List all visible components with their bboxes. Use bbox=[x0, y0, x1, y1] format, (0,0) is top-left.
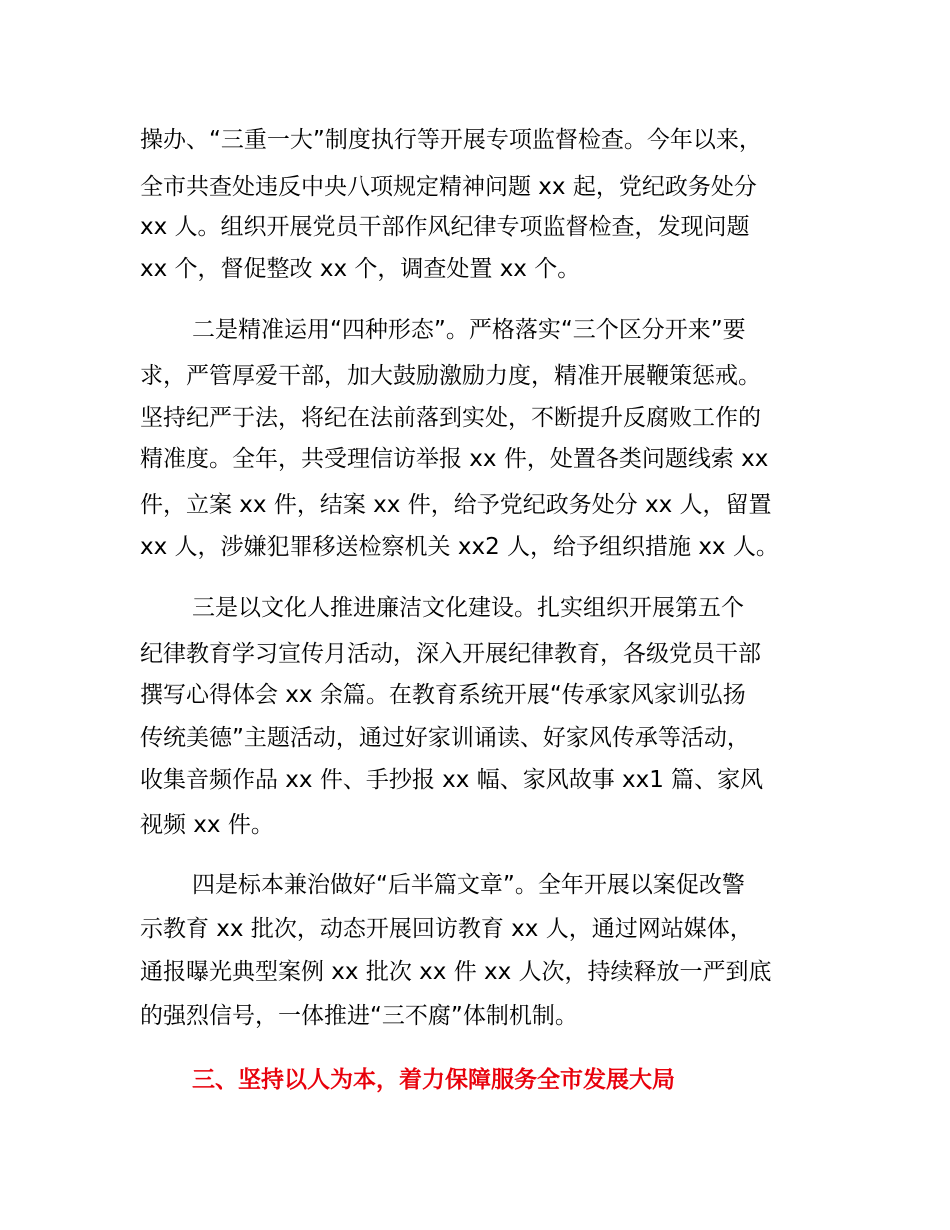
text-line: xx 个，督促整改 xx 个，调查处置 xx 个。 bbox=[140, 256, 581, 282]
text-line: xx 人。组织开展党员干部作风纪律专项监督检查，发现问题 bbox=[140, 214, 750, 240]
text-line: 三是以文化人推进廉洁文化建设。扎实组织开展第五个 bbox=[192, 595, 744, 621]
text-line: 传统美德”主题活动，通过好家训诵读、好家风传承等活动， bbox=[140, 725, 750, 751]
text-line: 收集音频作品 xx 件、手抄报 xx 幅、家风故事 xx1 篇、家风 bbox=[140, 767, 764, 793]
text-line: 操办、“三重一大”制度执行等开展专项监督检查。今年以来， bbox=[140, 127, 762, 153]
text-line: 四是标本兼治做好“后半篇文章”。全年开展以案促改警 bbox=[192, 872, 745, 898]
text-line: 求，严管厚爱干部，加大鼓励激励力度，精准开展鞭策惩戒。 bbox=[140, 363, 761, 389]
text-line: 视频 xx 件。 bbox=[140, 812, 274, 838]
text-line: 坚持纪严于法，将纪在法前落到实处，不断提升反腐败工作的 bbox=[140, 405, 761, 431]
section-heading: 三、坚持以人为本，着力保障服务全市发展大局 bbox=[192, 1067, 675, 1093]
text-line: 纪律教育学习宣传月活动，深入开展纪律教育，各级党员干部 bbox=[140, 641, 761, 667]
text-line: xx 人，涉嫌犯罪移送检察机关 xx2 人，给予组织措施 xx 人。 bbox=[140, 534, 779, 560]
text-line: 件，立案 xx 件，结案 xx 件，给予党纪政务处分 xx 人，留置 bbox=[140, 492, 772, 518]
text-line: 精准度。全年，共受理信访举报 xx 件，处置各类问题线索 xx bbox=[140, 446, 769, 472]
text-line: 二是精准运用“四种形态”。严格落实“三个区分开来”要 bbox=[192, 317, 746, 343]
text-line: 通报曝光典型案例 xx 批次 xx 件 xx 人次，持续释放一严到底 bbox=[140, 959, 772, 985]
text-line: 示教育 xx 批次，动态开展回访教育 xx 人，通过网站媒体， bbox=[140, 916, 753, 942]
text-line: 撰写心得体会 xx 余篇。在教育系统开展“传承家风家训弘扬 bbox=[140, 682, 746, 708]
text-line: 全市共查处违反中央八项规定精神问题 xx 起，党纪政务处分 bbox=[140, 174, 757, 200]
text-line: 的强烈信号，一体推进“三不腐”体制机制。 bbox=[140, 1003, 578, 1029]
